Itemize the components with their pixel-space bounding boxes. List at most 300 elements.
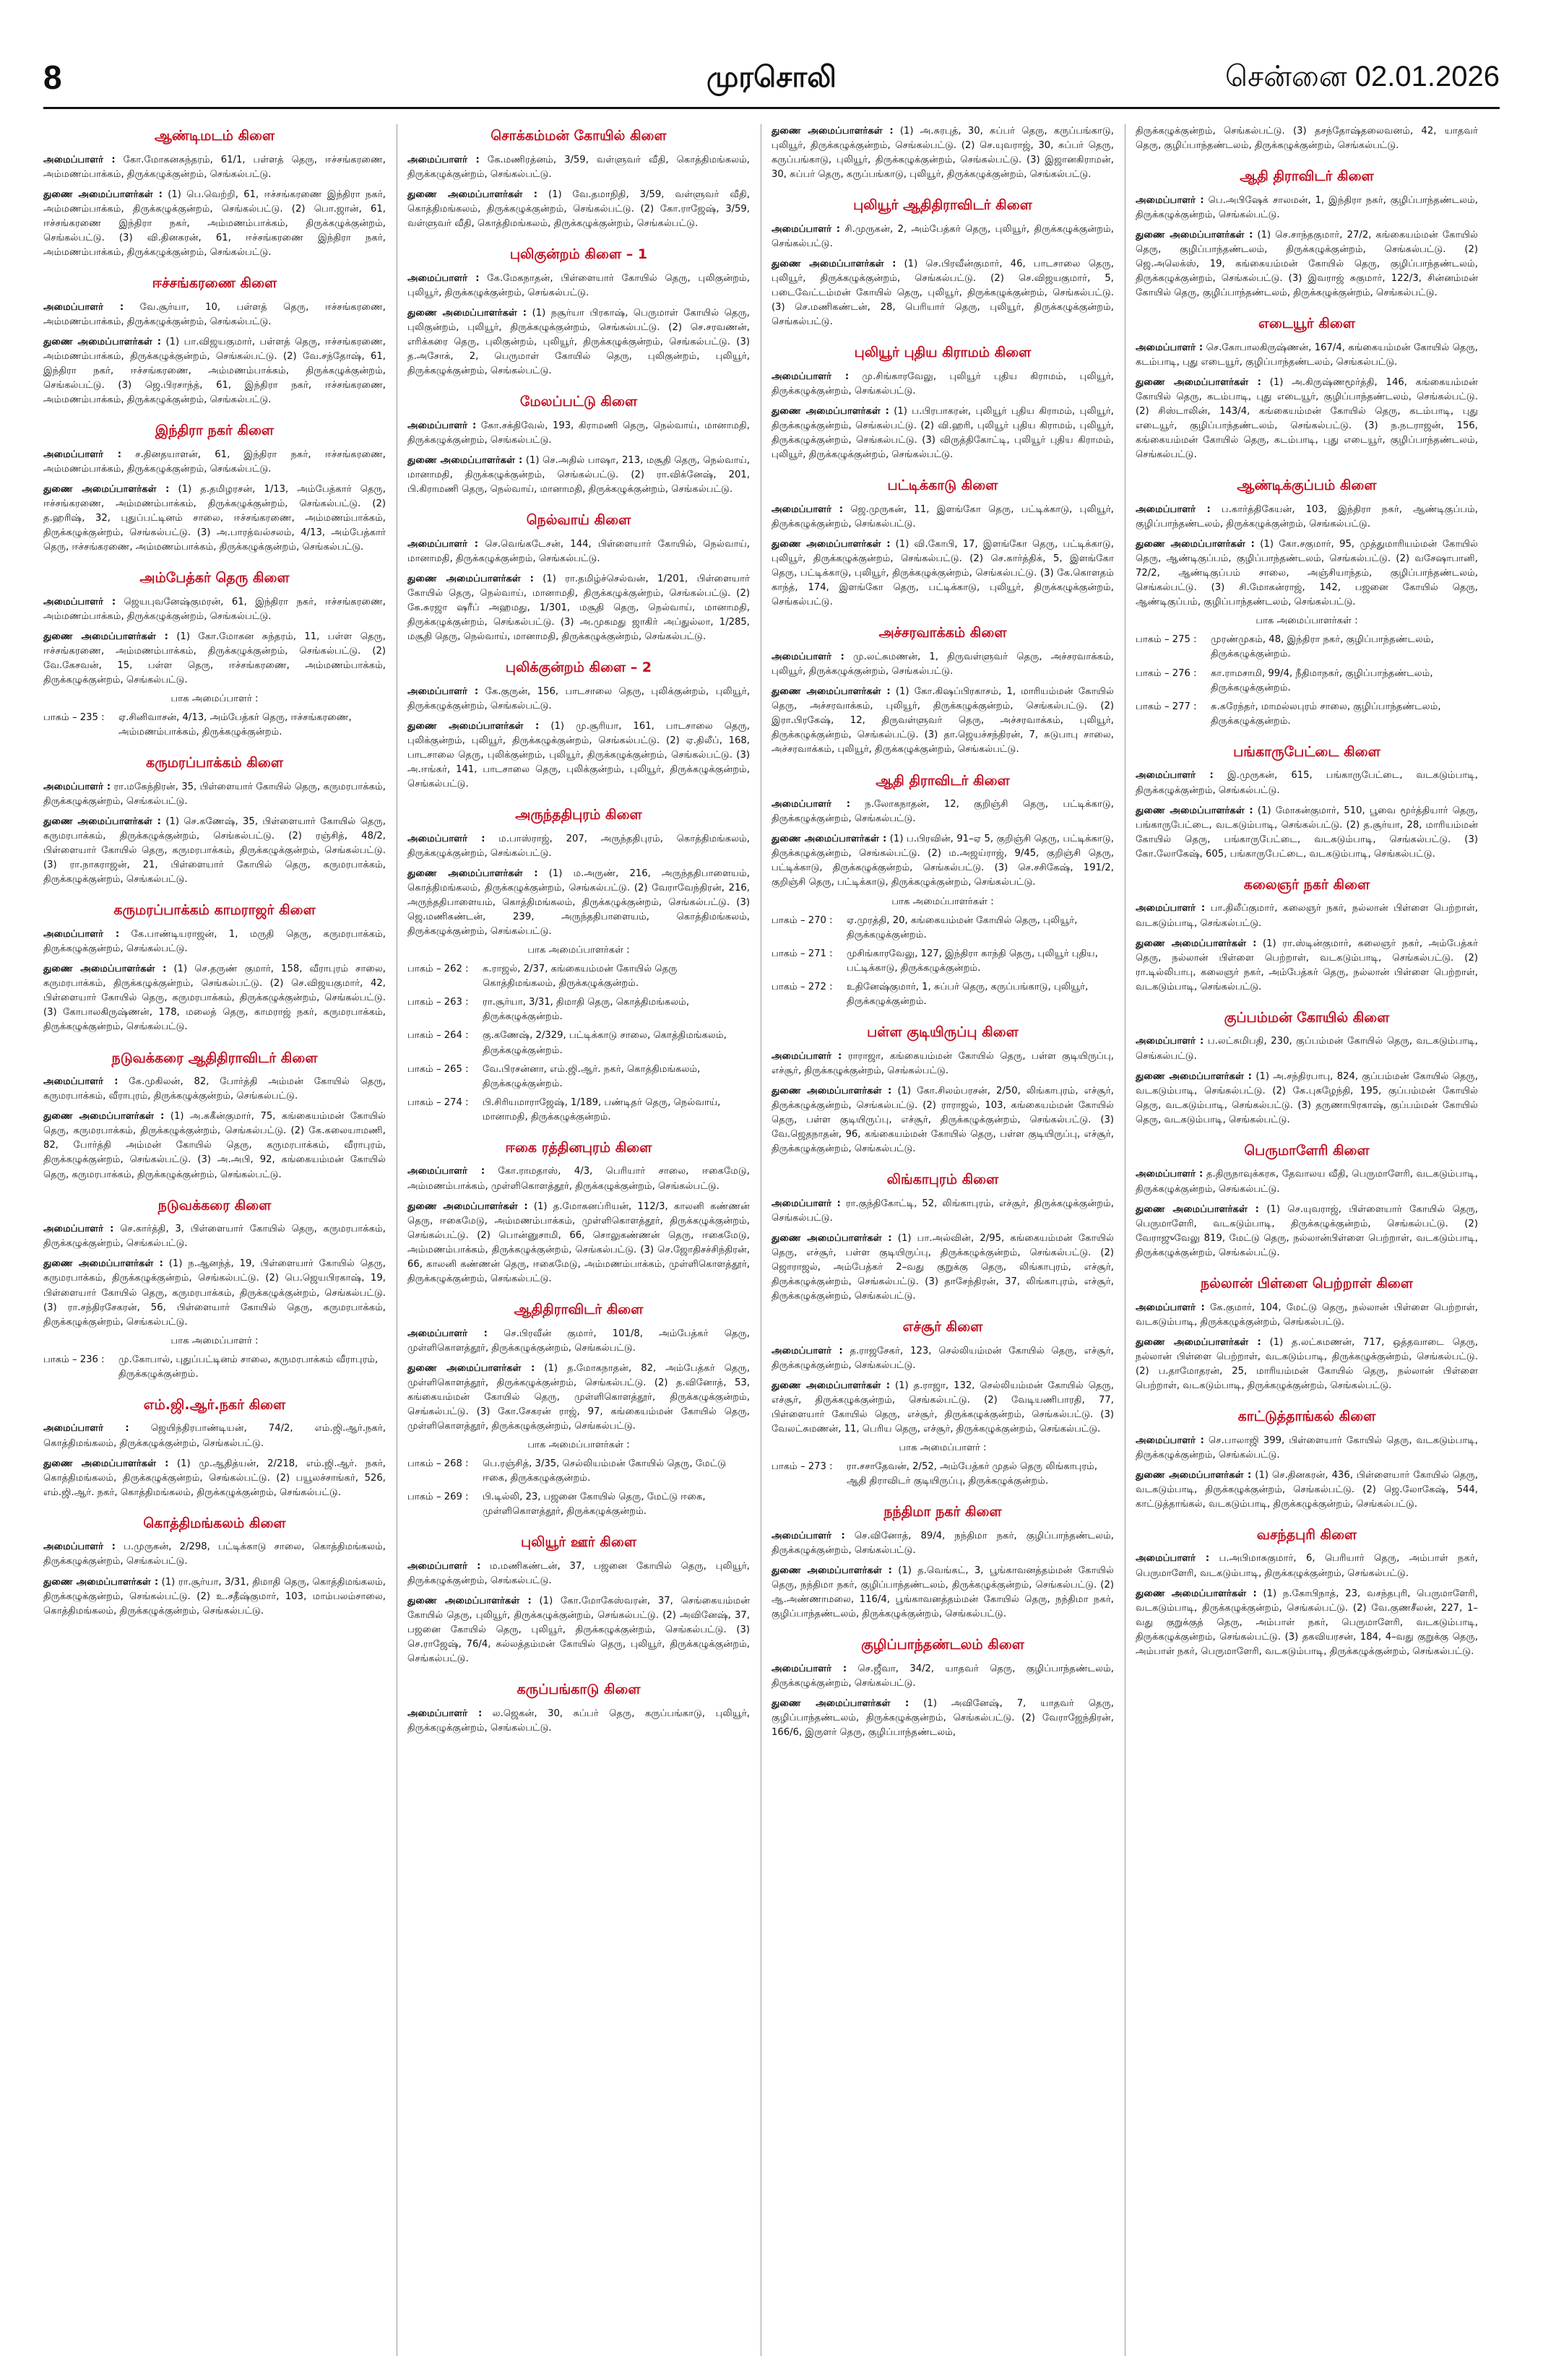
column-3 xyxy=(772,124,1114,2371)
member-entry xyxy=(1136,901,1478,930)
member-details: (1) பா.அல்வின், 2/95, கங்கையம்மன் கோயில் தெரு, எச்சூர், பள்ள குடியிருப்பு, திருக்கழுக்குன்றம், செங்கல்பட்டு. (2) ஜொராஜல், அம்பேத்கர் 2–வது குறுக்கு தெரு, லிங்காபுரம், எச்சூர், திருக்கழுக்குன்றம், செங்கல்பட்டு. (3) தாசேந்திரன், 37, லிங்காபுரம், எச்சூர், திருக்கழுக்குன்றம், செங்கல்பட்டு. xyxy=(772,1232,1114,1302)
member-entry xyxy=(1136,341,1478,370)
branch-section xyxy=(43,569,386,740)
member-entry xyxy=(43,300,386,329)
member-entry xyxy=(1136,769,1478,797)
role-label: துணை அமைப்பாளர்கள் : xyxy=(772,686,891,698)
branch-section xyxy=(407,1681,750,1736)
member-details: (1) செ.அதில் பாஷா, 213, மசூதி தெரு, நெல்வாய், மானாமதி, திருக்கழுக்குன்றம், செங்கல்பட்டு. (2) ரா.விக்னேஷ், 201, பி.கிராமணி தெரு, நெல்வாய், மானாமதி, திருக்கழுக்குன்றம், செங்கல்பட்டு. xyxy=(407,454,750,495)
branch-section xyxy=(43,1515,386,1619)
role-label: துணை அமைப்பாளர்கள் : xyxy=(1136,1336,1261,1348)
member-details: திருக்கழுக்குன்றம், செங்கல்பட்டு. (3) தசந்தோஷ்தலைவனம், 42, யாதவர் தெரு, குழிப்பாந்தண்டலம், திருக்கழுக்குன்றம், செங்கல்பட்டு. xyxy=(1136,126,1478,152)
member-entry xyxy=(43,483,386,555)
branch-heading: அருந்ததிபுரம் கிளை xyxy=(515,807,642,823)
branch-heading: ஆதிதிராவிடர் கிளை xyxy=(514,1301,644,1317)
branch-section xyxy=(1136,1142,1478,1260)
branch-section xyxy=(1136,477,1478,728)
member-details: (1) கோ.சிலம்பரசன், 2/50, லிங்காபுரம், எச்சூர், திருக்கழுக்குன்றம், செங்கல்பட்டு. (2) ராராஜல், 103, கங்கையம்மன் கோயில் தெரு, பள்ள குடியிருப்பு, எச்சூர், திருக்கழுக்குன்றம், செங்கல்பட்டு. (3) வே.ஜெதநாதன், 96, கங்கையம்மன் கோயில் தெரு, பள்ள குடியிருப்பு, எச்சூர், திருக்கழுக்குன்றம், செங்கல்பட்டு. xyxy=(772,1085,1114,1154)
member-details: கோ.ராமதாஸ், 4/3, பெரியார் சாலை, ஈகைமேடு, அம்மணம்பாக்கம், முள்ளிகொளத்தூர், திருக்கழுக்குன்றம், செங்கல்பட்டு. xyxy=(407,1166,750,1192)
branch-section xyxy=(43,422,386,555)
role-label: அமைப்பாளர் : xyxy=(772,371,850,382)
member-entry xyxy=(772,1564,1114,1622)
branch-section xyxy=(407,659,750,792)
member-details: பா.திலீப்குமார், கலைஞர் நகர், நல்லான் பிள்ளை பெற்றாள், வடகடும்பாடி, செங்கல்பட்டு. xyxy=(1136,903,1478,929)
branch-heading: எடையூர் கிளை xyxy=(1258,316,1355,332)
booth-number: பாகம் – 274 : xyxy=(407,1096,469,1108)
member-entry xyxy=(407,1707,750,1736)
member-details: செ.பிரவீன் குமார், 101/8, அம்பேத்கர் தெரு, முள்ளிகொளத்தூர், திருக்கழுக்குன்றம், செங்கல்பட்டு. xyxy=(407,1328,750,1354)
booth-number: பாகம் – 277 : xyxy=(1136,701,1197,712)
branch-heading: புலிகுன்றம் கிளை – 1 xyxy=(509,246,648,262)
member-entry xyxy=(407,419,750,448)
booth-row xyxy=(407,1490,750,1519)
member-entry xyxy=(43,1075,386,1104)
branch-section xyxy=(43,1396,386,1500)
branch-heading: அச்சரவாக்கம் கிளை xyxy=(878,625,1007,641)
role-label: அமைப்பாளர் : xyxy=(772,1530,845,1541)
member-entry xyxy=(772,503,1114,532)
member-entry xyxy=(407,832,750,861)
member-details: கோ.மோகனசுந்தரம், 61/1, பள்ளத் தெரு, ஈச்சங்கரணை, அம்மணம்பாக்கம், திருக்கழுக்குன்றம், செங்கல்பட்டு. xyxy=(43,154,386,180)
member-details: மு.லட்சுமணன், 1, திருவள்ளுவர் தெரு, அச்சரவாக்கம், புலியூர், திருக்கழுக்குன்றம், செங்கல்பட்டு. xyxy=(772,652,1114,678)
member-details: செ.வெங்கடேசன், 144, பிள்ளையார் கோயில், நெல்வாய், மானாமதி, திருக்கழுக்குன்றம், செங்கல்பட்டு. xyxy=(407,538,750,564)
member-entry xyxy=(1136,1034,1478,1063)
member-entry xyxy=(43,595,386,624)
branch-heading: புலியூர் புதிய கிராமம் கிளை xyxy=(854,345,1032,361)
member-details: ப.அபிமாசுகுமார், 6, பெரியார் தெரு, அம்பாள் நகர், பெருமாளேரி, வடகடும்பாடி, திருக்கழுக்குன்றம், செங்கல்பட்டு. xyxy=(1136,1553,1478,1579)
member-details: த.ராஜசேகர், 123, செல்லியம்மன் கோயில் தெரு, எச்சூர், திருக்கழுக்குன்றம், செங்கல்பட்டு. xyxy=(772,1345,1114,1371)
role-label: அமைப்பாளர் : xyxy=(1136,1302,1205,1313)
member-details: த.திருநாவுக்கரசு, தேவாலய வீதி, பெருமாளேரி, வடகடும்பாடி, திருக்கழுக்குன்றம், செங்கல்பட்டு. xyxy=(1136,1169,1478,1195)
member-details: (1) மோகன்குமார், 510, பூவை மூர்த்தியார் தெரு, பங்காருபேட்டை, வடகடும்பாடி, செங்கல்பட்டு. (2) த.சூர்யா, 28, மாரியம்மன் கோயில் தெரு, பங்காருபேட்டை, வடகடும்பாடி, செங்கல்பட்டு. (3) கோ.லோகேஷ், 605, பங்காருபேட்டை, வடகடும்பாடி, செங்கல்பட்டு. xyxy=(1136,805,1478,860)
branch-section xyxy=(772,196,1114,329)
booth-heading: பாக அமைப்பாளர் : xyxy=(170,1335,259,1346)
member-details: (1) த.மோகநாதன், 82, அம்பேத்கர் தெரு, முள்ளிகொளத்தூர், திருக்கழுக்குன்றம், செங்கல்பட்டு. (2) த.வினோத், 53, கங்கையம்மன் கோயில் தெரு, முள்ளிகொளத்தூர், திருக்கழுக்குன்றம், செங்கல்பட்டு. (3) கோ.சேகரன் ராஜ், 97, கங்கையம்மன் கோயில் தெரு, முள்ளிகொளத்தூர், திருக்கழுக்குன்றம், செங்கல்பட்டு. xyxy=(407,1362,750,1432)
role-label: அமைப்பாளர் : xyxy=(43,301,124,313)
role-label: அமைப்பாளர் : xyxy=(407,833,485,844)
member-entry xyxy=(772,1697,1114,1740)
member-entry xyxy=(1136,937,1478,995)
member-entry xyxy=(772,685,1114,757)
role-label: அமைப்பாளர் : xyxy=(772,223,841,235)
member-details: (1) மு.ஆதித்யன், 2/218, எம்.ஜி.ஆர். நகர், கொத்திமங்கலம், திருக்கழுக்குன்றம், செங்கல்பட்டு. (2) பயூலச்சாங்கர், 526, எம்.ஜி.ஆர். நகர், கொத்திமங்கலம், திருக்கழுக்குன்றம், செங்கல்பட்டு. xyxy=(43,1458,386,1498)
role-label: துணை அமைப்பாளர்கள் : xyxy=(772,1697,909,1709)
member-details: ஜெயிந்திரபாண்டியன், 74/2, எம்.ஜி.ஆர்.நகர், கொத்திமங்கலம், திருக்கழுக்குன்றம், செங்கல்பட்டு. xyxy=(43,1423,386,1449)
member-entry xyxy=(1136,1468,1478,1512)
booth-details: கா.ராமசாமி, 99/4, நீதிமாநகர், குழிப்பாந்தண்டலம், திருக்கழுக்குன்றம். xyxy=(1211,667,1433,693)
page-header xyxy=(0,0,1543,108)
member-entry xyxy=(407,685,750,714)
booth-details: ரா.சூர்யா, 3/31, திமாதி தெரு, கொத்திமங்கலம், திருக்கழுக்குன்றம். xyxy=(483,997,690,1023)
role-label: துணை அமைப்பாளர்கள் : xyxy=(43,1258,163,1270)
branch-section xyxy=(772,124,1114,182)
role-label: அமைப்பாளர் : xyxy=(407,1708,483,1720)
role-label: அமைப்பாளர் : xyxy=(407,685,479,697)
member-entry xyxy=(407,867,750,939)
member-entry xyxy=(43,1109,386,1182)
role-label: அமைப்பாளர் : xyxy=(43,929,120,940)
member-details: (1) செ.தருண் குமார், 158, வீராபுரம் சாலை, கருமரபாக்கம், திருக்கழுக்குன்றம், செங்கல்பட்டு. (2) செ.விஜயகுமார், 42, பிள்ளையார் கோயில் தெரு, கருமரபாக்கம், திருக்கழுக்குன்றம், செங்கல்பட்டு. (3) கோபாலகிருஷ்ணன், 178, மலைத் தெரு, காமராஜ் நகர், கருமரபாக்கம், திருக்கழுக்குன்றம், செங்கல்பட்டு. xyxy=(43,964,386,1033)
booth-number: பாகம் – 236 : xyxy=(43,1354,105,1365)
member-entry xyxy=(1136,228,1478,300)
branch-heading: குழிப்பாந்தண்டலம் கிளை xyxy=(861,1637,1024,1653)
branch-section xyxy=(43,754,386,887)
role-label: துணை அமைப்பாளர்கள் : xyxy=(772,834,887,845)
branch-heading: பள்ள குடியிருப்பு கிளை xyxy=(867,1024,1019,1040)
column-1 xyxy=(43,124,386,2371)
booth-details: ரா.சசாதேவன், 2/52, அம்பேத்கர் முதல் தெரு லிங்காபுரம், ஆதி திராவிடர் குடியிருப்பு, திருக்கழுக்குன்றம். xyxy=(847,1461,1098,1487)
role-label: அமைப்பாளர் : xyxy=(407,1560,481,1572)
member-details: (1) ந.ஆனந்த், 19, பிள்ளையார் கோயில் தெரு, கருமரபாக்கம், திருக்கழுக்குன்றம், செங்கல்பட்டு. (2) பெ.ஜெயபிரகாஷ், 19, பிள்ளையார் கோயில் தெரு, கருமரபாக்கம், திருக்கழுக்குன்றம், செங்கல்பட்டு. (3) ரா.சந்திரசேகரன், 56, பிள்ளையார் கோயில் தெரு, கருமரபாக்கம், திருக்கழுக்குன்றம், செங்கல்பட்டு. xyxy=(43,1258,386,1328)
member-entry xyxy=(43,780,386,809)
branch-heading: ஈகை ரத்தினபுரம் கிளை xyxy=(505,1139,652,1156)
role-label: துணை அமைப்பாளர்கள் : xyxy=(1136,1070,1252,1082)
member-entry xyxy=(43,448,386,477)
role-label: துணை அமைப்பாளர்கள் : xyxy=(772,1380,891,1391)
role-label: துணை அமைப்பாளர்கள் : xyxy=(43,816,161,828)
role-label: அமைப்பாளர் : xyxy=(43,1423,129,1435)
member-details: ம.பாஸ்ராஜ், 207, அருந்ததிபுரம், கொத்திமங்கலம், திருக்கழுக்குன்றம், செங்கல்பட்டு. xyxy=(407,833,750,859)
member-details: (1) ரா.தமிழ்ச்செல்வன், 1/201, பிள்ளையார் கோயில் தெரு, நெல்வாய், மானாமதி, திருக்கழுக்குன்றம், செங்கல்பட்டு. (2) கே.சுரஜா ஷரீப் அஹமது, 1/301, மசூதி தெரு, நெல்வாய், மானாமதி, திருக்கழுக்குன்றம், செங்கல்பட்டு. (3) அ.முகமது ஜாகிர் அப்துல்லா, 1/285, மசூதி தெரு, நெல்வாய், மானாமதி, திருக்கழுக்குன்றம், செங்கல்பட்டு. xyxy=(407,573,750,642)
role-label: அமைப்பாளர் : xyxy=(1136,342,1203,353)
member-entry xyxy=(772,370,1114,399)
branch-heading: கருமரப்பாக்கம் கிளை xyxy=(146,755,283,771)
member-entry xyxy=(772,1050,1114,1078)
branch-section xyxy=(772,1636,1114,1740)
booth-row xyxy=(772,914,1114,943)
role-label: அமைப்பாளர் : xyxy=(407,538,479,550)
member-details: (1) செ.யுவராஜ், பிள்ளையார் கோயில் தெரு, பெருமாளேரி, வடகடும்பாடி, திருக்கழுக்குன்றம், செங்கல்பட்டு. (2) வேராஜுவேலு 819, மேட்டு தெரு, நல்லான்பிள்ளை பெற்றாள், வடகடும்பாடி, திருக்கழுக்குன்றம், செங்கல்பட்டு. xyxy=(1136,1203,1478,1258)
booth-number: பாகம் – 264 : xyxy=(407,1030,469,1042)
member-entry xyxy=(1136,1167,1478,1196)
booth-details: கு.கணேஷ், 2/329, பட்டிக்காடு சாலை, கொத்திமங்கலம், திருக்கழுக்குன்றம். xyxy=(483,1030,727,1056)
member-details: (1) த.தமிழரசன், 1/13, அம்பேத்கார் தெரு, ஈச்சங்கரணை, அம்மணம்பாக்கம், திருக்கழுக்குன்றம், செங்கல்பட்டு. (2) த.ஹரிஷ், 32, புதுப்பட்டினம் சாலை, ஈச்சங்கரணை, அம்மணம்பாக்கம், திருக்கழுக்குன்றம், செங்கல்பட்டு. (3) அ.பாரத்வல்சலம், 4/13, அம்பேத்கார் தெரு, ஈச்சங்கரணை, அம்மணம்பாக்கம், திருக்கழுக்குன்றம், செங்கல்பட்டு. xyxy=(43,483,386,553)
member-details: கே.குமார், 104, மேட்டு தெரு, நல்லான் பிள்ளை பெற்றாள், வடகடும்பாடி, திருக்கழுக்குன்றம், செங்கல்பட்டு. xyxy=(1136,1302,1478,1328)
booth-number: பாகம் – 273 : xyxy=(772,1461,833,1473)
branch-section xyxy=(772,772,1114,1009)
member-entry xyxy=(772,404,1114,462)
branch-section xyxy=(772,1318,1114,1489)
role-label: துணை அமைப்பாளர்கள் : xyxy=(1136,229,1253,241)
branch-heading: எச்சூர் கிளை xyxy=(902,1319,983,1336)
member-details: (1) செ.கணேஷ், 35, பிள்ளையார் கோயில் தெரு, கருமரபாக்கம், திருக்கழுக்குன்றம், செங்கல்பட்டு. (2) ரஞ்சித், 48/2, பிள்ளையார் கோயில் தெரு, கருமரபாக்கம், திருக்கழுக்குன்றம், செங்கல்பட்டு. (3) ரா.நாகராஜன், 21, பிள்ளையார் கோயில் தெரு, கருமரபாக்கம், திருக்கழுக்குன்றம், செங்கல்பட்டு. xyxy=(43,816,386,886)
member-details: (1) அ.சுரபுத், 30, சுப்பர் தெரு, கருப்பங்காடு, புலியூர், திருக்கழுக்குன்றம், செங்கல்பட்டு. (2) செ.யுவராஜ், 30, சுப்பர் தெரு, கருப்பங்காடு, புலியூர், திருக்கழுக்குன்றம், செங்கல்பட்டு. (3) இஜானகிராமன், 30, சுப்பர் தெரு, கருப்பங்காடு, புலியூர், திருக்கழுக்குன்றம், செங்கல்பட்டு. xyxy=(772,126,1114,181)
member-details: கே.மணிரத்னம், 3/59, வள்ளுவர் வீதி, கொத்திமங்கலம், திருக்கழுக்குன்றம், செங்கல்பட்டு. xyxy=(407,154,750,180)
member-entry xyxy=(407,537,750,566)
member-entry xyxy=(1136,537,1478,610)
role-label: துணை அமைப்பாளர்கள் : xyxy=(1136,1203,1259,1215)
booth-details: பி.சிரியமாராஜேஷ், 1/189, பண்டிதர் தெரு, நெல்வாய், மானாமதி, திருக்கழுக்குன்றம். xyxy=(483,1096,721,1122)
branch-heading: நல்லான் பிள்ளை பெற்றாள் கிளை xyxy=(1200,1275,1414,1291)
role-label: துணை அமைப்பாளர்கள் : xyxy=(407,573,534,584)
role-label: அமைப்பாளர் : xyxy=(43,782,111,793)
booth-number: பாகம் – 271 : xyxy=(772,948,833,959)
member-details: வே.சூர்யா, 10, பள்ளத் தெரு, ஈச்சங்கரணை, அம்மணம்பாக்கம், திருக்கழுக்குன்றம், செங்கல்பட்டு. xyxy=(43,301,386,327)
header-rule xyxy=(43,107,1500,109)
member-entry xyxy=(1136,1587,1478,1659)
booth-heading: பாக அமைப்பாளர் : xyxy=(899,1442,987,1454)
booth-details: பி.டில்லி, 23, பஜனை கோயில் தெரு, மேட்டு ஈகை, முள்ளிகொளத்தூர், திருக்கழுக்குன்றம். xyxy=(483,1492,706,1518)
booth-number: பாகம் – 263 : xyxy=(407,997,469,1008)
role-label: துணை அமைப்பாளர்கள் : xyxy=(1136,376,1261,388)
booth-number: பாகம் – 270 : xyxy=(772,914,833,926)
member-details: (1) ப.பிரபாகரன், புலியூர் புதிய கிராமம், புலியூர், திருக்கழுக்குன்றம், செங்கல்பட்டு. (2) வி.ஹரி, புலியூர் புதிய கிராமம், புலியூர், திருக்கழுக்குன்றம், செங்கல்பட்டு. (3) விருத்திகோட்டி, புலியூர் புதிய கிராமம், புலியூர், திருக்கழுக்குன்றம், செங்கல்பட்டு. xyxy=(772,406,1114,461)
branch-heading: ஆண்டிமடம் கிளை xyxy=(154,128,275,144)
booth-heading: பாக அமைப்பாளர்கள் : xyxy=(527,945,630,956)
role-label: துணை அமைப்பாளர்கள் : xyxy=(43,1458,169,1469)
branch-heading: புலியூர் ஊர் கிளை xyxy=(520,1534,636,1551)
member-entry xyxy=(407,1594,750,1666)
dateline: சென்னை 02.01.2026 xyxy=(1224,61,1500,92)
member-details: சி.முருகன், 2, அம்பேத்கர் தெரு, புலியூர், திருக்கழுக்குன்றம், செங்கல்பட்டு. xyxy=(772,223,1114,249)
branch-section xyxy=(1136,315,1478,462)
booth-number: பாகம் – 265 : xyxy=(407,1063,469,1075)
role-label: அமைப்பாளர் : xyxy=(772,652,844,663)
role-label: அமைப்பாளர் : xyxy=(772,1345,843,1356)
member-details: (1) ரா.சூர்யா, 3/31, திமாதி தெரு, கொத்திமங்கலம், திருக்கழுக்குன்றம், செங்கல்பட்டு. (2) உ.சதீஷ்குமார், 103, மாம்பலம்சாலை, கொத்திமங்கலம், திருக்கழுக்குன்றம், செங்கல்பட்டு. xyxy=(43,1576,386,1617)
booth-number: பாகம் – 275 : xyxy=(1136,634,1197,646)
branch-section xyxy=(772,1171,1114,1304)
role-label: அமைப்பாளர் : xyxy=(772,799,851,810)
member-details: இ.முருகன், 615, பங்காருபேட்டை, வடகடும்பாடி, திருக்கழுக்குன்றம், செங்கல்பட்டு. xyxy=(1136,770,1478,796)
branch-heading: புலிக்குன்றம் கிளை – 2 xyxy=(505,659,652,676)
branch-section xyxy=(407,1301,750,1519)
member-entry xyxy=(772,832,1114,890)
member-entry xyxy=(43,630,386,688)
member-details: (1) அ.கிருஷ்ணமூர்த்தி, 146, கங்கையம்மன் கோயில் தெரு, கடம்பாடி, புது எடையூர், குழிப்பாந்தண்டலம், செங்கல்பட்டு. (2) சிஸ்டாலின், 143/4, கங்கையம்மன் கோயில் தெரு, கடம்பாடி, புது எடையூர், குழிப்பாந்தண்டலம், செங்கல்பட்டு. (3) ந.நடராஜன், 156, கங்கையம்மன் கோயில் தெரு, கடம்பாடி, புது எடையூர், குழிப்பாந்தண்டலம், செங்கல்பட்டு. xyxy=(1136,376,1478,461)
member-details: (1) அ.சுகீன்குமார், 75, கங்கையம்மன் கோயில் தெரு, கருமரபாக்கம், திருக்கழுக்குன்றம், செங்கல்பட்டு. (2) கே.கலையாமணி, 82, போர்த்தி அம்மன் கோயில் தெரு, கருமரபாக்கம், வீராபுரம், திருக்கழுக்குன்றம், செங்கல்பட்டு. (3) அ.அபி, 92, கங்கையம்மன் கோயில் தெரு, கருமரபாக்கம், திருக்கழுக்குன்றம், செங்கல்பட்டு. xyxy=(43,1111,386,1180)
member-details: ம.மணிகண்டன், 37, பஜனை கோயில் தெரு, புலியூர், திருக்கழுக்குன்றம், செங்கல்பட்டு. xyxy=(407,1560,750,1587)
branch-section xyxy=(407,246,750,378)
branch-heading: நந்திமா நகர் கிளை xyxy=(883,1504,1002,1520)
booth-details: க.ராஜல், 2/37, கங்கையம்மன் கோயில் தெரு கொத்திமங்கலம், திருக்கழுக்குன்றம். xyxy=(483,964,678,990)
member-entry xyxy=(772,650,1114,679)
role-label: துணை அமைப்பாளர்கள் : xyxy=(407,454,523,466)
member-entry xyxy=(1136,376,1478,462)
member-entry xyxy=(772,1197,1114,1226)
role-label: துணை அமைப்பாளர்கள் : xyxy=(1136,1469,1252,1481)
member-entry xyxy=(407,1164,750,1193)
branch-heading: நெல்வாய் கிளை xyxy=(526,511,631,528)
role-label: அமைப்பாளர் : xyxy=(772,1050,842,1062)
role-label: துணை அமைப்பாளர்கள் : xyxy=(772,1085,892,1096)
role-label: அமைப்பாளர் : xyxy=(43,596,116,607)
branch-section xyxy=(1136,1009,1478,1128)
branch-heading: ஈச்சங்கரணை கிளை xyxy=(152,275,277,292)
role-label: துணை அமைப்பாளர்கள் : xyxy=(407,867,538,879)
member-entry xyxy=(407,1200,750,1286)
column-2 xyxy=(407,124,750,2371)
role-label: அமைப்பாளர் : xyxy=(407,1166,485,1177)
role-label: அமைப்பாளர் : xyxy=(1136,1036,1204,1047)
role-label: துணை அமைப்பாளர்கள் : xyxy=(772,259,896,270)
role-label: துணை அமைப்பாளர்கள் : xyxy=(1136,938,1257,949)
role-label: அமைப்பாளர் : xyxy=(1136,770,1214,782)
branch-section xyxy=(407,393,750,497)
member-entry xyxy=(43,1257,386,1329)
member-entry xyxy=(407,572,750,644)
member-details: ல.ஜெகன், 30, சுப்பர் தெரு, கருப்பங்காடு, புலியூர், திருக்கழுக்குன்றம், செங்கல்பட்டு. xyxy=(407,1708,750,1734)
member-entry xyxy=(43,1222,386,1251)
branch-section xyxy=(407,1533,750,1666)
column-4 xyxy=(1136,124,1478,2371)
member-entry xyxy=(43,188,386,260)
member-entry xyxy=(772,1529,1114,1558)
branch-heading: பங்காருபேட்டை கிளை xyxy=(1233,743,1380,760)
booth-heading: பாக அமைப்பாளர்கள் : xyxy=(1255,615,1358,627)
branch-heading: ஆண்டிக்குப்பம் கிளை xyxy=(1237,477,1377,494)
booth-row xyxy=(1136,667,1478,696)
member-details: (1) த.மோகனப்ரியன், 112/3, காலனி கண்ணன் தெரு, ஈகைமேடு, அம்மணம்பாக்கம், முள்ளிகொளத்தூர், திருக்கழுக்குன்றம், செங்கல்பட்டு. (2) பொன்னுசாமி, 66, சொலுகண்ணன் தெரு, ஈகைமேடு, அம்மணம்பாக்கம், திருக்கழுக்குன்றம், செங்கல்பட்டு. (3) செ.ஜோதிசச்சிந்திரன், 66, காலனி கண்ணன் தெரு, ஈகைமேடு, அம்மணம்பாக்கம், முள்ளிகொளத்தூர், திருக்கழுக்குன்றம், செங்கல்பட்டு. xyxy=(407,1200,750,1284)
branch-section xyxy=(1136,743,1478,862)
member-entry xyxy=(772,222,1114,251)
booth-row xyxy=(407,1457,750,1486)
member-details: (1) செ.பிரவீன்குமார், 46, பாடசாலை தெரு, புலியூர், திருக்கழுக்குன்றம், செங்கல்பட்டு. (2) செ.விஜயகுமார், 5, படைவேட்டம்மன் கோயில் தெரு, புலியூர், திருக்கழுக்குன்றம், செங்கல்பட்டு. (3) செ.மணிகண்டன், 28, பெரியார் தெரு, புலியூர், திருக்கழுக்குன்றம், செங்கல்பட்டு. xyxy=(772,259,1114,328)
member-details: (1) ந.கோபிநாத், 23, வசந்தபுரி, பெருமாளேரி, வடகடும்பாடி, திருக்கழுக்குன்றம், செங்கல்பட்டு. (2) வே.குணசீலன், 227, 1–வது குறுக்குத் தெரு, அம்பாள் நகர், பெருமாளேரி, வடகடும்பாடி, திருக்கழுக்குன்றம், செங்கல்பட்டு. (3) தகவியரசன், 184, 4–வது குறுக்கு தெரு, அம்பாள் நகர், பெருமாளேரி, வடகடும்பாடி, திருக்கழுக்குன்றம், செங்கல்பட்டு. xyxy=(1136,1588,1478,1657)
member-entry xyxy=(43,927,386,956)
member-details: (1) த.லட்சுமணன், 717, ஒத்தவாடை தெரு, நல்லான் பிள்ளை பெற்றாள், வடகடும்பாடி, திருக்கழுக்குன்றம், செங்கல்பட்டு. (2) ப.தாமோதரன், 25, மாரியம்மன் கோயில் தெரு, நல்லான் பிள்ளை பெற்றாள், வடகடும்பாடி, திருக்கழுக்குன்றம், செங்கல்பட்டு. xyxy=(1136,1336,1478,1391)
member-details: ப.கார்த்திகேயன், 103, இந்திரா நகர், ஆண்டிகுப்பம், குழிப்பாந்தண்டலம், திருக்கழுக்குன்றம், செங்கல்பட்டு. xyxy=(1136,503,1478,530)
branch-section xyxy=(407,806,750,1125)
branch-section xyxy=(407,127,750,231)
member-entry xyxy=(1136,1070,1478,1128)
branch-heading: கருமரப்பாக்கம் காமராஜர் கிளை xyxy=(113,902,316,919)
branch-section xyxy=(1136,1526,1478,1659)
member-details: (1) ம.அருண், 216, அருந்ததிபாளையம், கொத்திமங்கலம், திருக்கழுக்குன்றம், செங்கல்பட்டு. (2) வேராவேந்திரன், 216, அருந்ததிபாளையம், கொத்திமங்கலம், திருக்கழுக்குன்றம், செங்கல்பட்டு. (3) ஜெ.மணிகண்டன், 239, அருந்ததிபாளையம், கொத்திமங்கலம், திருக்கழுக்குன்றம், செங்கல்பட்டு. xyxy=(407,867,750,938)
branch-section xyxy=(43,1050,386,1182)
branch-heading: நடுவக்கரை கிளை xyxy=(157,1197,272,1213)
member-entry xyxy=(1136,503,1478,532)
member-details: ரா.குந்திகோட்டி, 52, லிங்காபுரம், எச்சூர், திருக்கழுக்குன்றம், செங்கல்பட்டு. xyxy=(772,1198,1114,1224)
role-label: துணை அமைப்பாளர்கள் : xyxy=(772,1232,892,1244)
booth-heading: பாக அமைப்பாளர்கள் : xyxy=(891,896,994,907)
branch-section xyxy=(43,901,386,1034)
member-entry xyxy=(1136,124,1478,153)
branch-heading: ஆதி திராவிடர் கிளை xyxy=(1240,168,1374,185)
branch-heading: பட்டிக்காடு கிளை xyxy=(887,477,998,494)
member-details: கே.குருன், 156, பாடசாலை தெரு, புலிக்குன்றம், புலியூர், திருக்கழுக்குன்றம், செங்கல்பட்டு. xyxy=(407,685,750,711)
branch-heading: அம்பேத்கர் தெரு கிளை xyxy=(139,570,290,587)
role-label: அமைப்பாளர் : xyxy=(1136,903,1206,914)
booth-details: பெ.ரஞ்சித், 3/35, செல்லியம்மன் கோயில் தெரு, மேட்டு ஈகை, திருக்கழுக்குன்றம். xyxy=(483,1458,727,1484)
role-label: அமைப்பாளர் : xyxy=(1136,1169,1203,1180)
member-details: செ.வினோத், 89/4, நந்திமா நகர், குழிப்பாந்தண்டலம், திருக்கழுக்குன்றம், செங்கல்பட்டு. xyxy=(772,1530,1114,1556)
role-label: அமைப்பாளர் : xyxy=(43,1541,116,1553)
branch-heading: பெருமாளேரி கிளை xyxy=(1244,1142,1370,1159)
member-details: (1) பெ.வெற்றி, 61, ஈச்சங்கரணை இந்திரா நகர், அம்மணம்பாக்கம், திருக்கழுக்குன்றம், செங்கல்பட்டு. (2) பொ.ஜான், 61, ஈச்சங்கரணை இந்திரா நகர், அம்மணம்பாக்கம், திருக்கழுக்குன்றம், செங்கல்பட்டு. (3) வி.தினகரன், 61, ஈச்சங்கரணை இந்திரா நகர், அம்மணம்பாக்கம், திருக்கழுக்குன்றம், செங்கல்பட்டு. xyxy=(43,189,386,259)
role-label: துணை அமைப்பாளர்கள் : xyxy=(43,1576,159,1588)
role-label: அமைப்பாளர் : xyxy=(407,420,477,431)
member-details: ரா.மகேந்திரன், 35, பிள்ளையார் கோயில் தெரு, கருமரபாக்கம், திருக்கழுக்குன்றம், செங்கல்பட்டு. xyxy=(43,782,386,808)
booth-row xyxy=(1136,700,1478,729)
role-label: துணை அமைப்பாளர்கள் : xyxy=(772,1565,892,1576)
member-details: ந.லோகநாதன், 12, குறிஞ்சி தெரு, பட்டிக்காடு, திருக்கழுக்குன்றம், செங்கல்பட்டு. xyxy=(772,799,1114,825)
member-details: (1) த.வெங்கட், 3, பூங்காவனத்தம்மன் கோயில் தெரு, நந்திமா நகர், குழிப்பாந்தண்டலம், திருக்கழுக்குன்றம், செங்கல்பட்டு. (2) ஆ.அண்ணாமலை, 116/4, பூங்காவனத்தம்மன் கோயில் தெரு, நந்திமா நகர், குழிப்பாந்தண்டலம், திருக்கழுக்குன்றம், செங்கல்பட்டு. xyxy=(772,1565,1114,1620)
member-entry xyxy=(43,1575,386,1619)
role-label: துணை அமைப்பாளர்கள் : xyxy=(407,1200,528,1212)
member-details: செ.பாலாஜி 399, பிள்ளையார் கோயில் தெரு, வடகடும்பாடி, திருக்கழுக்குன்றம், செங்கல்பட்டு. xyxy=(1136,1435,1478,1461)
member-details: (1) ப.பிரவின், 91–ஏ 5, குறிஞ்சி தெரு, பட்டிக்காடு, திருக்கழுக்குன்றம், செங்கல்பட்டு. (2) ம.அஜய்ராஜ், 9/45, குறிஞ்சி தெரு, பட்டிக்காடு, திருக்கழுக்குன்றம், செங்கல்பட்டு. (3) செ.சசிகேஷ், 191/2, குறிஞ்சி தெரு, பட்டிக்காடு, திருக்கழுக்குன்றம், செங்கல்பட்டு. xyxy=(772,834,1114,888)
branch-section xyxy=(407,1139,750,1286)
booth-row xyxy=(407,962,750,991)
branch-heading: குப்பம்மன் கோயில் கிளை xyxy=(1224,1009,1390,1026)
role-label: அமைப்பாளர் : xyxy=(1136,503,1211,515)
role-label: அமைப்பாளர் : xyxy=(1136,194,1204,206)
branch-heading: இந்திரா நகர் கிளை xyxy=(155,423,275,439)
branch-heading: வசந்தபுரி கிளை xyxy=(1256,1526,1357,1543)
page-number: 8 xyxy=(43,59,62,96)
member-details: (1) ரா.ஸ்டின்குமார், கலைஞர் நகர், அம்பேத்கர் தெரு, நல்லான் பிள்ளை பெற்றாள், வடகடும்பாடி, செங்கல்பட்டு. (2) ரா.டில்லிபாபு, கலைஞர் நகர், அம்பேத்கர் தெரு, நல்லான் பிள்ளை பெற்றாள், வடகடும்பாடி, செங்கல்பட்டு. xyxy=(1136,938,1478,992)
branch-section xyxy=(43,274,386,407)
member-entry xyxy=(772,1344,1114,1373)
member-details: (1) வி.கோபி, 17, இளங்கோ தெரு, பட்டிக்காடு, புலியூர், திருக்கழுக்குன்றம், செங்கல்பட்டு. (2) செ.கார்த்திக், 5, இளங்கோ தெரு, பட்டிக்காடு, புலியூர், திருக்கழுக்குன்றம், செங்கல்பட்டு. (3) கே.கொளதம் காந்த், 174, இளங்கோ தெரு, பட்டிக்காடு, புலியூர், திருக்கழுக்குன்றம், செங்கல்பட்டு. xyxy=(772,539,1114,608)
booth-row xyxy=(407,1029,750,1057)
branch-section xyxy=(1136,168,1478,300)
booth-number: பாகம் – 269 : xyxy=(407,1492,469,1503)
booth-details: முரண்முகம், 48, இந்திரா நகர், குழிப்பாந்தண்டலம், திருக்கழுக்குன்றம். xyxy=(1211,634,1434,660)
member-entry xyxy=(772,1084,1114,1156)
branch-heading: எம்.ஜி.ஆர்.நகர் கிளை xyxy=(143,1396,286,1413)
booth-heading: பாக அமைப்பாளர்கள் : xyxy=(527,1440,630,1451)
booth-details: ஏ.முரத்தி, 20, கங்கையம்மன் கோயில் தெரு, புலியூர், திருக்கழுக்குன்றம். xyxy=(847,914,1078,940)
booth-details: மு.கோபால், புதுப்பட்டினம் சாலை, கருமரபாக்கம் வீராபுரம், திருக்கழுக்குன்றம். xyxy=(118,1354,379,1380)
booth-row xyxy=(43,711,386,740)
member-details: ப.லட்சுமிபதி, 230, குப்பம்மன் கோயில் தெரு, வடகடும்பாடி, செங்கல்பட்டு. xyxy=(1136,1036,1478,1062)
member-details: ஜெ.முருகன், 11, இளங்கோ தெரு, பட்டிக்காடு, புலியூர், திருக்கழுக்குன்றம், செங்கல்பட்டு. xyxy=(772,503,1114,530)
member-entry xyxy=(1136,1434,1478,1463)
member-entry xyxy=(407,153,750,182)
role-label: துணை அமைப்பாளர்கள் : xyxy=(43,189,163,200)
role-label: அமைப்பாளர் : xyxy=(772,1198,841,1209)
role-label: அமைப்பாளர் : xyxy=(772,503,844,515)
branch-section xyxy=(772,1503,1114,1622)
member-details: (1) அவினேஷ், 7, யாதவர் தெரு, குழிப்பாந்தண்டலம், திருக்கழுக்குன்றம், செங்கல்பட்டு. (2) வேராஜேந்திரன், 166/6, இருளர் தெரு, குழிப்பாந்தண்டலம், xyxy=(772,1697,1114,1739)
member-entry xyxy=(772,797,1114,826)
branch-heading: லிங்காபுரம் கிளை xyxy=(886,1171,999,1187)
booth-details: சு.சுரேந்தர், மாமல்லபுரம் சாலை, குழிப்பாந்தண்டலம், திருக்கழுக்குன்றம். xyxy=(1211,701,1441,727)
newspaper-title: முரசொலி xyxy=(706,61,837,94)
branch-section xyxy=(772,344,1114,462)
branch-section xyxy=(1136,1408,1478,1512)
member-entry xyxy=(407,1559,750,1588)
booth-row xyxy=(772,1460,1114,1489)
member-entry xyxy=(43,1540,386,1569)
role-label: துணை அமைப்பாளர்கள் : xyxy=(407,720,540,732)
branch-heading: ஆதி திராவிடர் கிளை xyxy=(876,772,1010,789)
booth-row xyxy=(772,980,1114,1009)
role-label: துணை அமைப்பாளர்கள் : xyxy=(772,539,891,550)
member-entry xyxy=(1136,1552,1478,1580)
member-entry xyxy=(1136,804,1478,862)
member-entry xyxy=(407,306,750,378)
branch-heading: நடுவக்கரை ஆதிதிராவிடர் கிளை xyxy=(111,1050,318,1066)
booth-number: பாகம் – 235 : xyxy=(43,712,105,724)
member-entry xyxy=(43,1421,386,1450)
member-entry xyxy=(407,1327,750,1356)
role-label: அமைப்பாளர் : xyxy=(43,154,116,165)
member-entry xyxy=(43,335,386,407)
branch-section xyxy=(1136,124,1478,153)
booth-row xyxy=(407,1063,750,1091)
member-details: கே.முகிலன், 82, போர்த்தி அம்மன் கோயில் தெரு, கருமரபாக்கம், வீராபுரம், திருக்கழுக்குன்றம், செங்கல்பட்டு. xyxy=(43,1076,386,1102)
member-details: கே.மேகநாதன், பிள்ளையார் கோயில் தெரு, புலிகுன்றம், புலியூர், திருக்கழுக்குன்றம், செங்கல்பட்டு. xyxy=(407,272,750,298)
booth-number: பாகம் – 272 : xyxy=(772,981,833,992)
branch-heading: புலியூர் ஆதிதிராவிடர் கிளை xyxy=(853,197,1032,214)
branch-heading: மேலப்பட்டு கிளை xyxy=(519,394,638,410)
member-entry xyxy=(407,454,750,497)
member-details: ப.முருகன், 2/298, பட்டிக்காடு சாலை, கொத்திமங்கலம், திருக்கழுக்குன்றம், செங்கல்பட்டு. xyxy=(43,1541,386,1567)
member-details: (1) நசூர்யா பிரகாஷ், பெருமாள் கோயில் தெரு, புலிகுன்றம், புலியூர், திருக்கழுக்குன்றம், செங்கல்பட்டு. (2) செ.சரவணன், எரிக்கரை தெரு, புலிகுன்றம், புலியூர், திருக்கழுக்குன்றம், செங்கல்பட்டு. (3) த.அசோக், 2, பெருமாள் கோயில் தெரு, புலிகுன்றம், புலியூர், திருக்கழுக்குன்றம், செங்கல்பட்டு. xyxy=(407,307,750,376)
